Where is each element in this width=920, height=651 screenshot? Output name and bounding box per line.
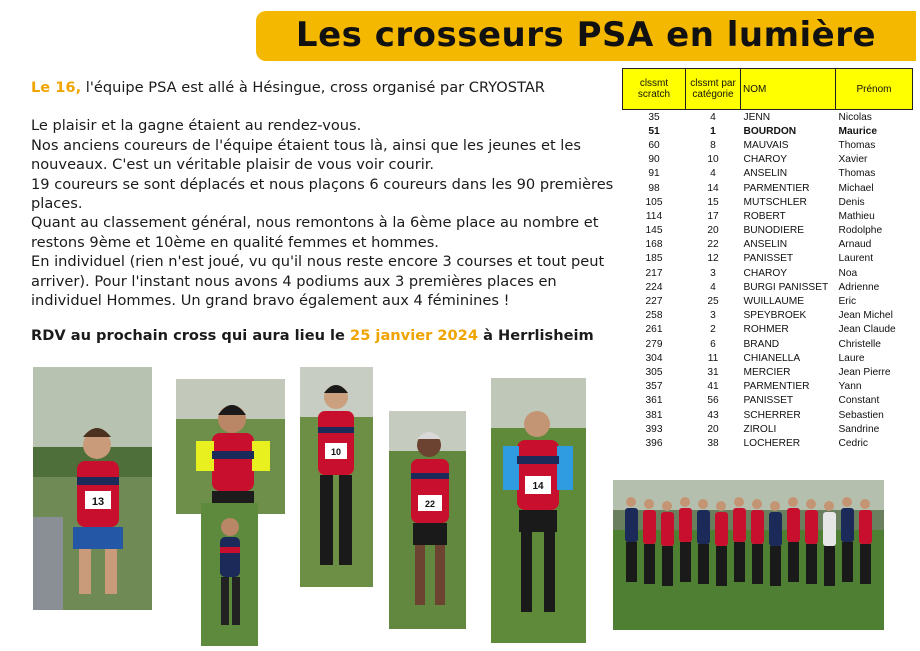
team-member-legs	[734, 542, 745, 582]
cell-nom: MUTSCHLER	[743, 196, 807, 208]
cell-prenom: Rodolphe	[838, 225, 883, 237]
team-photo	[613, 480, 884, 630]
cell-scratch: 51	[648, 125, 660, 137]
team-member-head	[824, 501, 834, 511]
cell-category: 56	[707, 395, 719, 407]
team-member-head	[680, 497, 690, 507]
table-row	[623, 394, 913, 408]
runner-photo-22	[389, 411, 466, 629]
team-member-head	[716, 501, 726, 511]
cell-scratch: 114	[645, 210, 663, 222]
table-row	[623, 380, 913, 394]
runner-photo-small	[201, 503, 258, 646]
cell-nom: ANSELIN	[743, 239, 788, 251]
cell-nom: CHAROY	[743, 154, 788, 166]
table-row	[623, 124, 913, 138]
cell-category: 25	[707, 296, 719, 308]
team-member-head	[662, 501, 672, 511]
cell-scratch: 258	[645, 310, 663, 322]
cell-scratch: 304	[645, 352, 663, 364]
team-member-jersey	[715, 512, 728, 546]
cell-prenom: Laurent	[838, 253, 874, 265]
rdv-prefix: RDV au prochain cross qui aura lieu le	[31, 327, 351, 345]
cell-scratch: 224	[645, 281, 663, 293]
cell-prenom: Cedric	[838, 437, 868, 449]
cell-scratch: 98	[648, 182, 660, 194]
cell-category: 20	[707, 225, 719, 237]
team-photo-icon	[613, 480, 884, 630]
para-line-3: 19 coureurs se sont déplacés et nous plaçons 6 coureurs dans les 90 premières places.	[31, 175, 614, 213]
team-member-legs	[752, 544, 763, 584]
cell-prenom: Christelle	[838, 338, 881, 350]
runner-photo-icon	[491, 378, 586, 643]
team-member-legs	[626, 542, 637, 582]
cell-prenom: Jean Pierre	[838, 366, 891, 378]
team-member-jersey	[787, 508, 800, 542]
table-row	[623, 351, 913, 365]
runner-photo-10	[300, 367, 373, 587]
cell-scratch: 185	[645, 253, 663, 265]
cell-prenom: Mathieu	[838, 210, 875, 222]
table-row	[623, 238, 913, 252]
team-member-head	[752, 499, 762, 509]
runner-photo-13	[33, 367, 152, 610]
table-row	[623, 181, 913, 195]
team-member-jersey	[859, 510, 872, 544]
cell-category: 6	[710, 338, 716, 350]
cell-category: 4	[710, 281, 716, 293]
table-row	[623, 153, 913, 167]
cell-category: 1	[710, 125, 716, 137]
table-row	[623, 138, 913, 152]
intro-text: l'équipe PSA est allé à Hésingue, cross organisé par CRYOSTAR	[81, 79, 545, 96]
cell-category: 41	[707, 381, 719, 393]
team-member-jersey	[751, 510, 764, 544]
team-member-legs	[788, 542, 799, 582]
team-member-jersey	[841, 508, 854, 542]
runner-photo-icon	[201, 503, 258, 646]
table-row	[623, 209, 913, 223]
table-row	[623, 167, 913, 181]
cell-category: 4	[710, 111, 716, 123]
team-member-legs	[698, 544, 709, 584]
cell-prenom: Thomas	[838, 139, 876, 151]
team-member-head	[788, 497, 798, 507]
table-row	[623, 309, 913, 323]
table-row	[623, 294, 913, 308]
cell-nom: PANISSET	[743, 395, 794, 407]
team-member-jersey	[769, 512, 782, 546]
cell-category: 10	[707, 154, 719, 166]
cell-scratch: 60	[648, 139, 660, 151]
team-member-head	[860, 499, 870, 509]
cell-nom: MAUVAIS	[743, 139, 789, 151]
team-member-jersey	[661, 512, 674, 546]
runner-photo-icon	[389, 411, 466, 629]
cell-nom: BURGI PANISSET	[743, 281, 829, 293]
rdv-date: 25 janvier 2024	[350, 327, 478, 345]
runner-photo-yellow	[176, 379, 285, 514]
team-member-head	[698, 499, 708, 509]
cell-category: 8	[710, 139, 716, 151]
cell-scratch: 396	[645, 437, 663, 449]
cell-category: 17	[707, 210, 719, 222]
runner-photo-icon	[300, 367, 373, 587]
table-row	[623, 280, 913, 294]
team-member-legs	[770, 546, 781, 586]
team-member-jersey	[625, 508, 638, 542]
team-member-legs	[716, 546, 727, 586]
rdv-line	[31, 326, 616, 345]
header-prenom: Prénom	[836, 69, 913, 110]
title-banner	[256, 11, 916, 61]
cell-nom: PARMENTIER	[743, 182, 810, 194]
cell-prenom: Yann	[838, 381, 862, 393]
table-row	[623, 266, 913, 280]
cell-nom: PANISSET	[743, 253, 794, 265]
team-member-jersey	[805, 510, 818, 544]
cell-scratch: 393	[645, 423, 663, 435]
cell-prenom: Eric	[838, 296, 857, 308]
cell-prenom: Maurice	[838, 125, 878, 137]
cell-category: 38	[707, 437, 719, 449]
team-member-head	[644, 499, 654, 509]
intro-date: Le 16,	[31, 79, 82, 96]
cell-prenom: Constant	[838, 395, 880, 407]
cell-nom: ROBERT	[743, 210, 786, 222]
rdv-suffix: à Herrlisheim	[478, 327, 594, 345]
cell-nom: PARMENTIER	[743, 381, 810, 393]
cell-nom: ROHMER	[743, 324, 789, 336]
cell-category: 11	[707, 352, 719, 364]
cell-prenom: Denis	[838, 196, 865, 208]
cell-category: 31	[707, 366, 719, 378]
intro-line	[31, 78, 616, 97]
team-member-jersey	[823, 512, 836, 546]
cell-nom: MERCIER	[743, 366, 791, 378]
cell-category: 4	[710, 168, 716, 180]
table-row	[623, 408, 913, 422]
cell-prenom: Sebastien	[838, 409, 884, 421]
cell-scratch: 361	[645, 395, 663, 407]
cell-nom: SCHERRER	[743, 409, 801, 421]
cell-nom: ANSELIN	[743, 168, 788, 180]
cell-scratch: 279	[645, 338, 663, 350]
header-category: clssmt par catégorie	[686, 69, 741, 110]
cell-nom: BOURDON	[743, 125, 797, 137]
bib-22: 22	[424, 499, 436, 509]
para-line-4: Quant au classement général, nous remontons à la 6ème place au nombre et restons 9ème et 10ème en qualité femmes et hommes.	[31, 214, 599, 251]
team-member-legs	[842, 542, 853, 582]
para-line-2: Nos anciens coureurs de l'équipe étaient tous là, ainsi que les jeunes et les nouveaux. C'est un véritable plaisir de vous voir courir.	[31, 136, 581, 174]
team-member-head	[806, 499, 816, 509]
bib-13: 13	[91, 496, 105, 508]
cell-scratch: 305	[645, 366, 663, 378]
runner-photo-icon	[33, 367, 152, 610]
cell-scratch: 145	[645, 225, 663, 237]
table-row	[623, 422, 913, 436]
article-body	[31, 78, 616, 346]
header-nom: NOM	[741, 69, 836, 110]
cell-scratch: 90	[648, 154, 660, 166]
cell-scratch: 261	[645, 324, 663, 336]
table-row	[623, 252, 913, 266]
cell-category: 15	[707, 196, 719, 208]
cell-nom: SPEYBROEK	[743, 310, 807, 322]
results-header-row	[623, 69, 913, 110]
runner-photo-icon	[176, 379, 285, 514]
results-body	[623, 110, 913, 451]
cell-prenom: Sandrine	[838, 423, 880, 435]
cell-nom: WUILLAUME	[743, 296, 805, 308]
team-member-jersey	[643, 510, 656, 544]
cell-prenom: Arnaud	[838, 239, 872, 251]
cell-nom: BUNODIERE	[743, 225, 805, 237]
team-member-head	[770, 501, 780, 511]
cell-scratch: 381	[645, 409, 663, 421]
cell-prenom: Michael	[838, 182, 874, 194]
cell-scratch: 35	[648, 111, 660, 123]
cell-category: 43	[707, 409, 719, 421]
cell-category: 3	[710, 310, 716, 322]
table-row	[623, 195, 913, 209]
cell-prenom: Adrienne	[838, 281, 880, 293]
table-row	[623, 323, 913, 337]
cell-category: 3	[710, 267, 716, 279]
runner-photo-14	[491, 378, 586, 643]
results-table	[622, 68, 913, 451]
cell-prenom: Thomas	[838, 168, 876, 180]
cell-prenom: Xavier	[838, 154, 868, 166]
para-line-5: En individuel (rien n'est joué, vu qu'il nous reste encore 3 courses et tout peut arriver). Pour l'instant nous avons 4 podiums aux 3 premières places en individuel Hommes. Un grand bravo également aux 4 féminines !	[31, 253, 605, 310]
cell-scratch: 91	[648, 168, 660, 180]
team-member-head	[734, 497, 744, 507]
cell-nom: LOCHERER	[743, 437, 801, 449]
team-member-head	[626, 497, 636, 507]
team-member-legs	[860, 544, 871, 584]
table-row	[623, 110, 913, 125]
cell-prenom: Jean Michel	[838, 310, 893, 322]
cell-nom: BRAND	[743, 338, 780, 350]
cell-scratch: 168	[645, 239, 663, 251]
page-title: Les crosseurs PSA en lumière	[295, 15, 877, 55]
cell-scratch: 227	[645, 296, 663, 308]
team-member-legs	[644, 544, 655, 584]
cell-category: 2	[710, 324, 716, 336]
cell-nom: JENN	[743, 111, 771, 123]
cell-scratch: 357	[645, 381, 663, 393]
table-row	[623, 436, 913, 450]
cell-nom: CHIANELLA	[743, 352, 801, 364]
cell-category: 14	[707, 182, 719, 194]
table-row	[623, 365, 913, 379]
bib-10: 10	[330, 447, 342, 457]
cell-prenom: Nicolas	[838, 111, 872, 123]
table-row	[623, 337, 913, 351]
cell-prenom: Noa	[838, 267, 858, 279]
bib-14: 14	[532, 481, 544, 492]
header-scratch: clssmt scratch	[623, 69, 686, 110]
team-member-jersey	[679, 508, 692, 542]
cell-scratch: 105	[645, 196, 663, 208]
team-member-legs	[662, 546, 673, 586]
team-member-jersey	[697, 510, 710, 544]
cell-scratch: 217	[645, 267, 663, 279]
cell-category: 12	[707, 253, 719, 265]
cell-category: 22	[707, 239, 719, 251]
cell-nom: ZIROLI	[743, 423, 777, 435]
cell-category: 20	[707, 423, 719, 435]
team-member-legs	[824, 546, 835, 586]
table-row	[623, 224, 913, 238]
team-member-head	[842, 497, 852, 507]
cell-prenom: Laure	[838, 352, 865, 364]
para-line-1: Le plaisir et la gagne étaient au rendez-vous.	[31, 117, 362, 135]
team-member-legs	[806, 544, 817, 584]
cell-prenom: Jean Claude	[838, 324, 896, 336]
cell-nom: CHAROY	[743, 267, 788, 279]
team-member-legs	[680, 542, 691, 582]
team-member-jersey	[733, 508, 746, 542]
